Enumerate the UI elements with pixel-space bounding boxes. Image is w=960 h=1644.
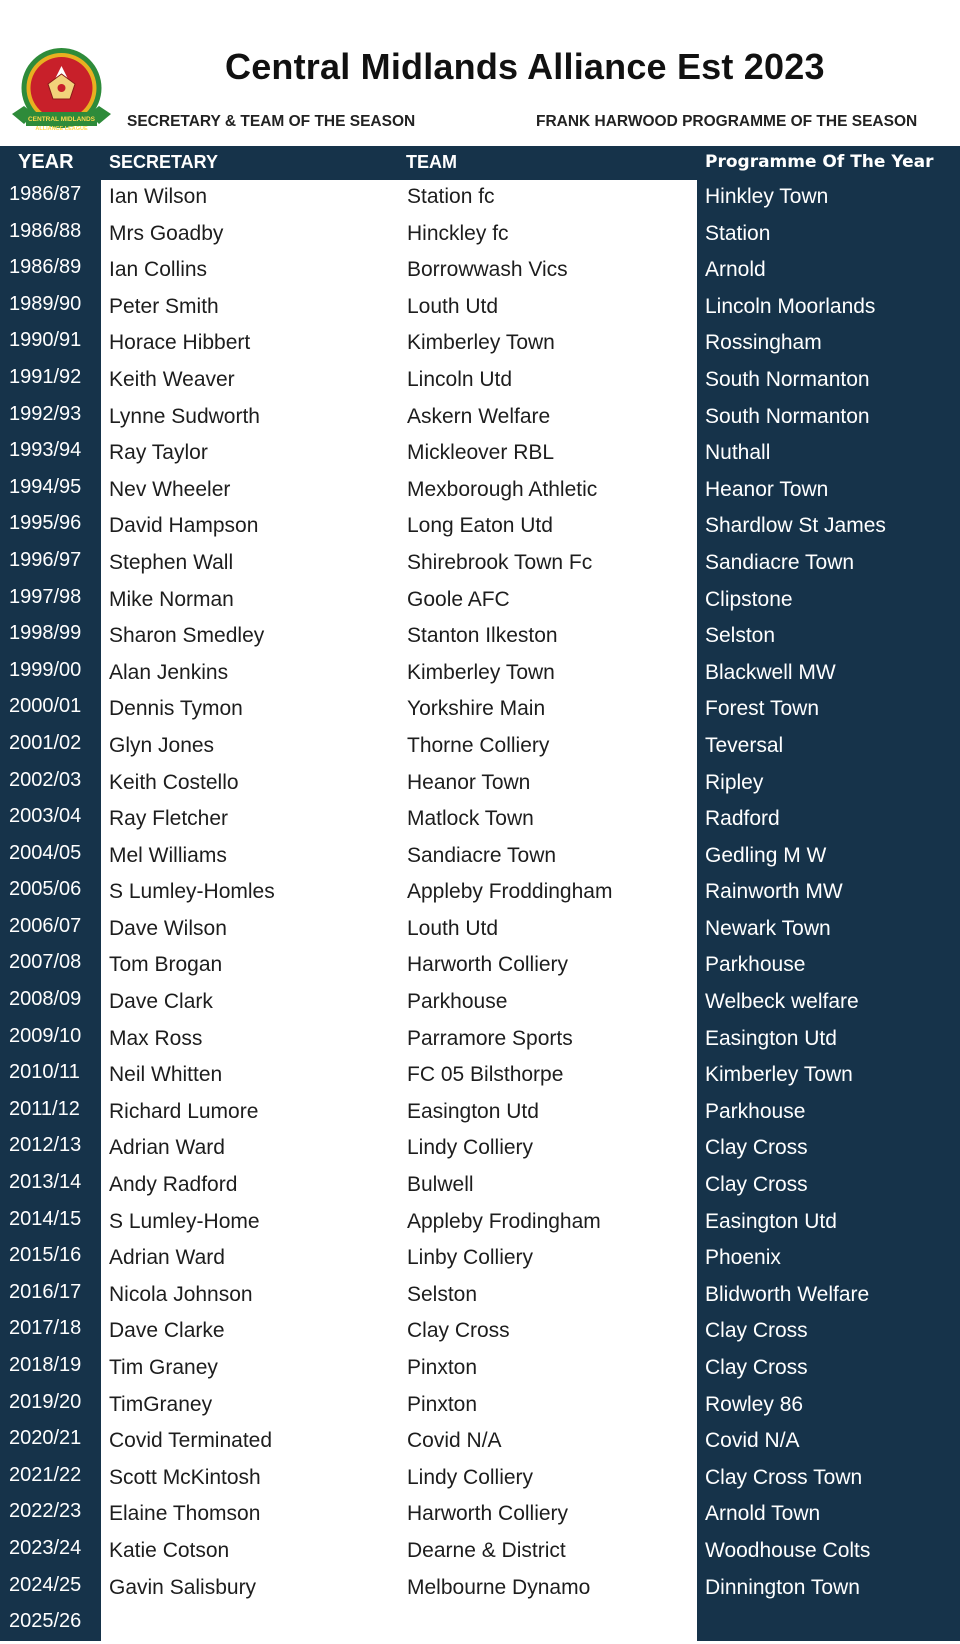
column-header-year: YEAR xyxy=(18,151,74,173)
table-row xyxy=(0,326,960,363)
table-row xyxy=(0,1314,960,1351)
secretary-cell: Nicola Johnson xyxy=(109,1282,253,1306)
table-row xyxy=(0,1351,960,1388)
table-row xyxy=(0,363,960,400)
table-row xyxy=(0,1388,960,1425)
year-cell: 2010/11 xyxy=(9,1061,80,1084)
year-cell: 2023/24 xyxy=(9,1536,82,1559)
secretary-cell: Mike Norman xyxy=(109,587,234,611)
year-cell: 2001/02 xyxy=(9,731,82,754)
year-cell: 2022/23 xyxy=(9,1500,82,1523)
secretary-cell: Max Ross xyxy=(109,1026,203,1050)
year-cell: 2012/13 xyxy=(9,1134,82,1157)
programme-cell: Arnold xyxy=(705,258,766,282)
column-header-programme: Programme Of The Year xyxy=(705,152,934,172)
team-cell: FC 05 Bilsthorpe xyxy=(407,1063,564,1087)
table-row xyxy=(0,766,960,803)
year-cell: 1995/96 xyxy=(9,512,82,535)
table-row xyxy=(0,985,960,1022)
team-cell: Parramore Sports xyxy=(407,1026,573,1050)
team-cell: Kimberley Town xyxy=(407,660,555,684)
secretary-cell: Mel Williams xyxy=(109,843,227,867)
team-cell: Louth Utd xyxy=(407,294,499,318)
team-cell: Yorkshire Main xyxy=(407,697,546,721)
programme-cell: Kimberley Town xyxy=(705,1063,853,1087)
year-cell: 2017/18 xyxy=(9,1317,82,1340)
year-cell: 2016/17 xyxy=(9,1280,82,1303)
team-cell: Melbourne Dynamo xyxy=(407,1575,591,1599)
year-cell: 2025/26 xyxy=(9,1610,82,1633)
programme-cell: Clay Cross xyxy=(705,1356,808,1379)
table-row xyxy=(0,290,960,327)
year-cell: 2009/10 xyxy=(9,1024,82,1047)
table-row xyxy=(0,875,960,912)
year-cell: 2015/16 xyxy=(9,1244,82,1267)
svg-text:CENTRAL MIDLANDS: CENTRAL MIDLANDS xyxy=(27,116,96,123)
team-cell: Pinxton xyxy=(407,1392,478,1416)
team-cell: Appleby Froddingham xyxy=(407,880,613,904)
programme-cell: Blidworth Welfare xyxy=(705,1282,870,1306)
team-cell: Linby Colliery xyxy=(407,1246,534,1270)
table-body xyxy=(0,180,960,1644)
programme-cell: Newark Town xyxy=(705,916,831,940)
secretary-cell: Stephen Wall xyxy=(109,550,234,574)
programme-cell: Clipstone xyxy=(705,587,793,611)
programme-cell: Radford xyxy=(705,807,780,831)
programme-cell: Parkhouse xyxy=(705,1099,806,1123)
programme-cell: Rossingham xyxy=(705,331,822,355)
programme-cell: Rowley 86 xyxy=(705,1392,804,1416)
secretary-cell: TimGraney xyxy=(109,1392,213,1416)
year-cell: 1997/98 xyxy=(9,585,82,608)
team-cell: Mexborough Athletic xyxy=(407,477,598,501)
table-row xyxy=(0,436,960,473)
table-row xyxy=(0,400,960,437)
team-cell: Askern Welfare xyxy=(407,404,551,428)
team-cell: Heanor Town xyxy=(407,770,531,794)
page-title: Central Midlands Alliance Est 2023 xyxy=(225,46,825,87)
team-cell: Borrowwash Vics xyxy=(407,258,568,282)
programme-cell: Clay Cross xyxy=(705,1173,808,1197)
team-cell: Lindy Colliery xyxy=(407,1465,534,1489)
year-cell: 2018/19 xyxy=(9,1354,82,1376)
table-row xyxy=(0,1424,960,1461)
table-row xyxy=(0,473,960,510)
year-cell: 2019/20 xyxy=(9,1390,82,1413)
svg-text:ALLIANCE LEAGUE: ALLIANCE LEAGUE xyxy=(35,126,88,132)
year-cell: 2020/21 xyxy=(9,1427,82,1450)
year-cell: 2000/01 xyxy=(9,695,82,718)
table-row xyxy=(0,948,960,985)
secretary-cell: Katie Cotson xyxy=(109,1538,230,1562)
year-cell: 1989/90 xyxy=(9,292,82,315)
column-header-team: TEAM xyxy=(406,152,457,172)
table-row xyxy=(0,656,960,693)
team-cell: Station fc xyxy=(407,185,495,208)
year-cell: 2005/06 xyxy=(9,878,82,901)
team-cell: Thorne Colliery xyxy=(407,733,550,757)
secretary-cell: Nev Wheeler xyxy=(109,477,231,501)
programme-cell: Clay Cross Town xyxy=(705,1465,863,1489)
table-row xyxy=(0,1168,960,1205)
year-cell: 2013/14 xyxy=(9,1171,82,1194)
team-cell: Parkhouse xyxy=(407,990,508,1014)
programme-cell: Heanor Town xyxy=(705,477,829,501)
table-row xyxy=(0,1497,960,1534)
secretary-cell: Tim Graney xyxy=(109,1356,218,1379)
programme-cell: Station xyxy=(705,221,771,245)
year-cell: 2002/03 xyxy=(9,768,82,791)
secretary-cell: Andy Radford xyxy=(109,1173,238,1197)
team-cell: Covid N/A xyxy=(407,1429,502,1453)
year-cell: 2006/07 xyxy=(9,914,82,937)
programme-cell: Covid N/A xyxy=(705,1429,800,1453)
team-cell: Pinxton xyxy=(407,1356,478,1379)
table-row xyxy=(0,1058,960,1095)
secretary-cell: Dave Wilson xyxy=(109,916,227,940)
year-cell: 2004/05 xyxy=(9,841,82,864)
year-cell: 1986/88 xyxy=(9,219,82,242)
programme-cell: Dinnington Town xyxy=(705,1575,860,1599)
secretary-cell: Keith Weaver xyxy=(109,367,235,391)
table-row xyxy=(0,253,960,290)
programme-cell: Arnold Town xyxy=(705,1502,821,1526)
team-cell: Hinckley fc xyxy=(407,221,509,245)
year-cell: 2021/22 xyxy=(9,1463,82,1486)
league-logo-icon xyxy=(10,44,113,136)
secretary-cell: Ian Wilson xyxy=(109,185,208,208)
secretary-cell: Richard Lumore xyxy=(109,1099,259,1123)
year-cell: 2024/25 xyxy=(9,1573,82,1596)
subtitle-secretary-team: SECRETARY & TEAM OF THE SEASON xyxy=(127,113,416,130)
secretary-cell: Gavin Salisbury xyxy=(109,1575,257,1599)
year-cell: 2003/04 xyxy=(9,805,82,828)
programme-cell: Lincoln Moorlands xyxy=(705,294,876,318)
secretary-cell: David Hampson xyxy=(109,514,259,538)
programme-cell: Shardlow St James xyxy=(705,514,886,538)
programme-cell: South Normanton xyxy=(705,404,870,428)
team-cell: Selston xyxy=(407,1282,478,1306)
secretary-cell: Adrian Ward xyxy=(109,1246,225,1270)
table-row xyxy=(0,912,960,949)
secretary-cell: Horace Hibbert xyxy=(109,331,251,355)
secretary-cell: Ray Taylor xyxy=(109,441,208,465)
team-cell: Lindy Colliery xyxy=(407,1136,534,1160)
programme-cell: Blackwell MW xyxy=(705,660,836,684)
table-row xyxy=(0,509,960,546)
secretary-cell: Ian Collins xyxy=(109,258,208,282)
programme-cell: Hinkley Town xyxy=(705,185,829,208)
year-cell: 1993/94 xyxy=(9,439,82,462)
team-cell: Mickleover RBL xyxy=(407,441,555,465)
secretary-cell: Glyn Jones xyxy=(109,733,215,757)
secretary-cell: Tom Brogan xyxy=(109,953,223,977)
team-cell: Shirebrook Town Fc xyxy=(407,550,593,574)
year-cell: 2014/15 xyxy=(9,1207,82,1230)
secretary-cell: Scott McKintosh xyxy=(109,1465,261,1489)
programme-cell: Clay Cross xyxy=(705,1136,808,1160)
year-cell: 2007/08 xyxy=(9,951,82,974)
programme-cell: Forest Town xyxy=(705,697,819,721)
team-cell: Harworth Colliery xyxy=(407,1502,569,1526)
secretary-cell: Dave Clark xyxy=(109,990,213,1014)
programme-cell: Rainworth MW xyxy=(705,880,843,904)
programme-cell: Woodhouse Colts xyxy=(705,1538,871,1562)
programme-cell: Parkhouse xyxy=(705,953,806,977)
table-row xyxy=(0,1278,960,1315)
table-row xyxy=(0,1022,960,1059)
team-cell: Dearne & District xyxy=(407,1538,566,1562)
year-cell: 1986/87 xyxy=(9,183,82,205)
year-cell: 1996/97 xyxy=(9,548,82,571)
secretary-cell: S Lumley-Home xyxy=(109,1209,260,1233)
programme-cell: Sandiacre Town xyxy=(705,550,855,574)
team-cell: Clay Cross xyxy=(407,1319,510,1343)
secretary-cell: Neil Whitten xyxy=(109,1063,223,1087)
subtitle-programme: FRANK HARWOOD PROGRAMME OF THE SEASON xyxy=(536,113,918,130)
season-table xyxy=(0,146,960,1641)
secretary-cell: Adrian Ward xyxy=(109,1136,225,1160)
programme-cell: Ripley xyxy=(705,770,764,794)
team-cell: Long Eaton Utd xyxy=(407,514,553,538)
table-row xyxy=(0,1534,960,1571)
table-row xyxy=(0,180,960,217)
table-row xyxy=(0,1205,960,1242)
year-cell: 1992/93 xyxy=(9,402,82,425)
team-cell: Easington Utd xyxy=(407,1099,539,1123)
secretary-cell: Mrs Goadby xyxy=(109,221,224,245)
table-row xyxy=(0,1571,960,1608)
table-row xyxy=(0,729,960,766)
table-row xyxy=(0,692,960,729)
team-cell: Bulwell xyxy=(407,1173,474,1197)
table-row xyxy=(0,217,960,254)
year-cell: 1994/95 xyxy=(9,475,82,498)
year-cell: 1986/89 xyxy=(9,256,82,279)
programme-cell: South Normanton xyxy=(705,367,870,391)
programme-cell: Teversal xyxy=(705,733,784,757)
table-row xyxy=(0,1131,960,1168)
table-row xyxy=(0,1461,960,1498)
year-cell: 1998/99 xyxy=(9,622,82,645)
table-row xyxy=(0,1095,960,1132)
table-row xyxy=(0,839,960,876)
year-cell: 2011/12 xyxy=(9,1097,80,1120)
secretary-cell: S Lumley-Homles xyxy=(109,880,275,904)
table-row xyxy=(0,619,960,656)
table-row xyxy=(0,583,960,620)
year-cell: 1991/92 xyxy=(9,365,82,388)
secretary-cell: Elaine Thomson xyxy=(109,1502,261,1526)
team-cell: Harworth Colliery xyxy=(407,953,569,977)
programme-cell: Clay Cross xyxy=(705,1319,808,1343)
year-cell: 2008/09 xyxy=(9,988,82,1011)
year-cell: 1990/91 xyxy=(9,329,82,352)
table-row xyxy=(0,1607,960,1644)
team-cell: Goole AFC xyxy=(407,587,510,611)
year-cell: 1999/00 xyxy=(9,658,82,681)
programme-cell: Welbeck welfare xyxy=(705,990,859,1014)
column-header-secretary: SECRETARY xyxy=(109,152,219,172)
programme-cell: Easington Utd xyxy=(705,1209,837,1233)
table-row xyxy=(0,802,960,839)
programme-cell: Gedling M W xyxy=(705,843,827,867)
programme-cell: Nuthall xyxy=(705,441,771,465)
team-cell: Sandiacre Town xyxy=(407,843,557,867)
secretary-cell: Dennis Tymon xyxy=(109,697,243,721)
table-row xyxy=(0,546,960,583)
secretary-cell: Alan Jenkins xyxy=(109,660,229,684)
table-row xyxy=(0,1241,960,1278)
team-cell: Lincoln Utd xyxy=(407,367,513,391)
secretary-cell: Keith Costello xyxy=(109,770,239,794)
secretary-cell: Covid Terminated xyxy=(109,1429,273,1453)
secretary-cell: Peter Smith xyxy=(109,294,219,318)
secretary-cell: Sharon Smedley xyxy=(109,624,265,648)
team-cell: Matlock Town xyxy=(407,807,534,831)
secretary-cell: Ray Fletcher xyxy=(109,807,229,831)
team-cell: Stanton Ilkeston xyxy=(407,624,558,648)
team-cell: Kimberley Town xyxy=(407,331,555,355)
programme-cell: Selston xyxy=(705,624,776,648)
programme-cell: Phoenix xyxy=(705,1246,781,1270)
team-cell: Appleby Frodingham xyxy=(407,1209,601,1233)
team-cell: Louth Utd xyxy=(407,916,499,940)
secretary-cell: Lynne Sudworth xyxy=(109,404,260,428)
page-header xyxy=(0,0,960,146)
programme-cell: Easington Utd xyxy=(705,1026,837,1050)
secretary-cell: Dave Clarke xyxy=(109,1319,225,1343)
